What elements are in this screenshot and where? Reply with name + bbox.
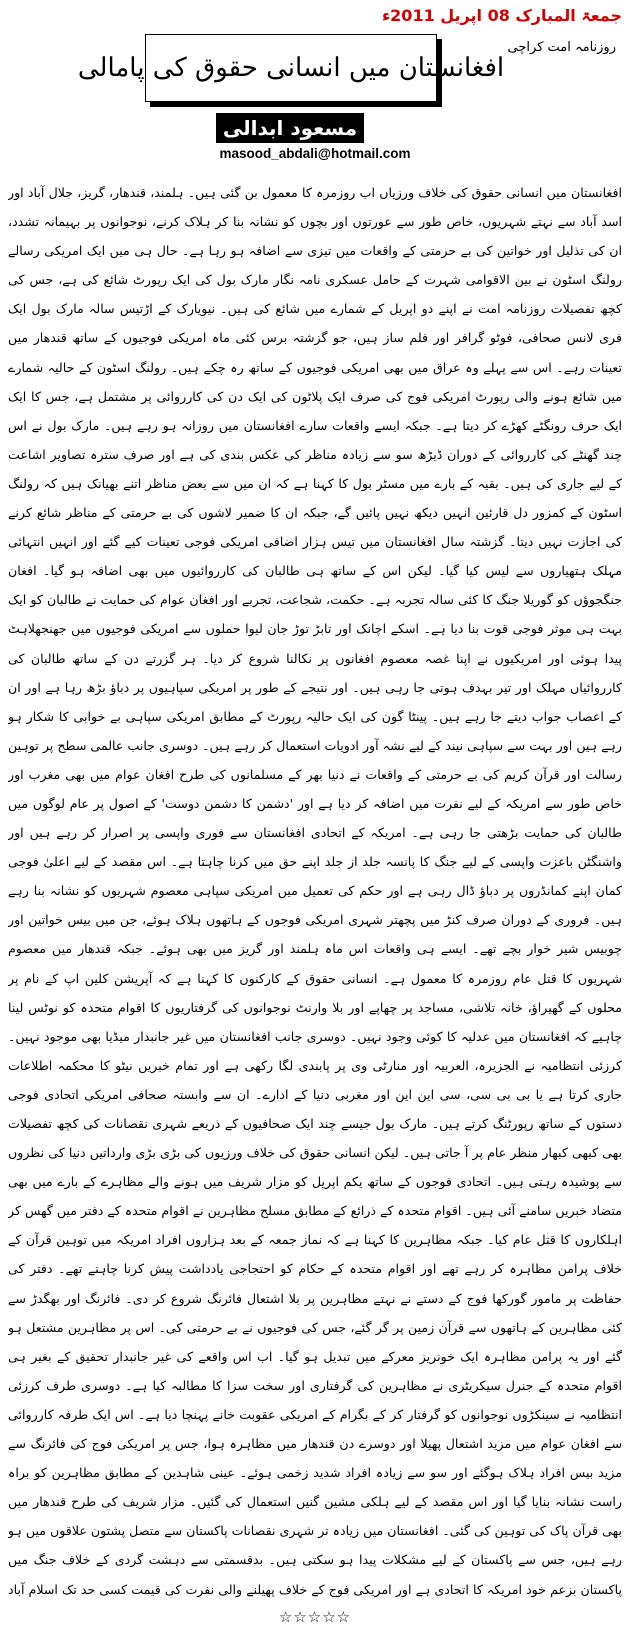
article-body-text: افغانستان میں انسانی حقوق کی خلاف ورزیاں اب روزمرہ کا معمول بن گئی ہیں۔ ہلمند، قندھار، گریز، جلال آباد اور اسد آباد سے نہتے شہریوں، خاص طور سے عورتوں اور بچوں کو نشانہ بنا کر ہلاک کرنے، نوجوانوں پر بہیمانہ تشدد، ان کی تذلیل اور خواتین کی بے حرمتی کے واقعات میں تیزی سے اضافہ ہو رہا ہے۔ حال ہی میں ایک امریکی رسالے رولنگ اسٹون نے بین الاقوامی شہرت کے حامل عسکری نامہ نگار مارک بول کی ایک رپورٹ شائع کی ہے، جس کی کچھ تفصیلات روزنامہ امت نے اپنے دو اپریل کے شمارے میں شائع کی ہیں۔ نیویارک کے اڑتیس سالہ مارک بول ایک فری لانس صحافی، فوٹو گرافر اور فلم ساز ہیں، جو گزشتہ برس کئی ماہ امریکی فوجیوں کے ساتھ قندھار میں تعینات رہے۔ اس سے پہلے وہ عراق میں بھی امریکی فوجیوں کے ساتھ رہ چکے ہیں۔ رولنگ اسٹون کے حالیہ شمارے میں شائع ہونے والی رپورٹ امریکی فوج کی صرف ایک پلاٹون کی ایک دن کی کارروائی پر مشتمل ہے، جس کا ایک ایک حرف رونگٹے کھڑے کر دیتا ہے۔ جبکہ ایسے واقعات سارے افغانستان میں روزانہ ہو رہے ہیں۔ مارک بول نے اس چند گھنٹے کی کارروائی کے دوران ڈیڑھ سو سے زیادہ مناظر کی عکس بندی کی ہے اور صرف سترہ تصاویر اشاعت کے لیے جاری کی ہیں۔ بقیہ کے بارے میں مسٹر بول کا کہنا ہے کہ ان میں سے بعض مناظر اتنے بھیانک ہیں کہ رولنگ اسٹون کے کمزور دل قارئین انہیں دیکھ نہیں پائیں گے، جبکہ ان کا ضمیر لاشوں کی بے حرمتی کے مناظر شائع کرنے کی اجازت نہیں دیتا۔ گزشتہ سال افغانستان میں تیس ہزار اضافی امریکی فوجی تعینات کیے گئے اور انہیں انتہائی مہلک ہتھیاروں سے لیس کیا گیا۔ لیکن اس کے ساتھ ہی طالبان کی کارروائیوں میں بھی اضافہ ہو گیا۔ افغان جنگجوؤں کو گوریلا جنگ کا کئی سالہ تجربہ ہے۔ حکمت، شجاعت، تجربے اور افغان عوام کی حمایت نے طالبان کو ایک بہت ہی موثر فوجی قوت بنا دیا ہے۔ اسکے اچانک اور تابڑ توڑ جان لیوا حملوں سے امریکی فوجیوں میں جھنجھلاہٹ پیدا ہوئی اور امریکیوں نے اپنا غصہ معصوم افغانوں پر نکالنا شروع کر دیا۔ ہر گزرتے دن کے ساتھ طالبان کی کارروائیاں مہلک اور تیر بہدف ہوتی جا رہی ہیں۔ اور نتیجے کے طور پر امریکی سپاہیوں پر دباؤ بڑھ رہا ہے اور ان کے اعصاب جواب دیتے جا رہے ہیں۔ پینٹا گون کی ایک حالیہ رپورٹ کے مطابق امریکی سپاہی بے خوابی کا شکار ہو رہے ہیں اور بہت سے سپاہی نیند کے لیے نشہ آور ادویات استعمال کر رہے ہیں۔ دوسری جانب عالمی سطح پر توہین رسالت اور قرآن کریم کی بے حرمتی کے واقعات نے دنیا بھر کے مسلمانوں کی طرح افغان عوام میں بھی مغرب اور خاص طور سے امریکہ کے لیے نفرت میں اضافہ کر دیا ہے اور 'دشمن کا دشمن دوست' کے اصول پر عام لوگوں میں طالبان کی حمایت بڑھتی جا رہی ہے۔ امریکہ کے اتحادی افغانستان سے فوری واپسی پر اصرار کر رہے ہیں اور واشنگٹن باعزت واپسی کے لیے جنگ کا پانسہ جلد از جلد اپنے حق میں کرنا چاہتا ہے۔ اس مقصد کے لیے اعلیٰ فوجی کمان اپنے کمانڈروں پر دباؤ ڈال رہی ہے اور حکم کی تعمیل میں امریکی سپاہی معصوم شہریوں کو نشانہ بنا رہے ہیں۔ فروری کے دوران صرف کنڑ میں پچھتر شہری امریکی فوجوں کے ہاتھوں ہلاک ہوئے، جن میں بیس خواتین اور چوبیس شیر خوار بچے تھے۔ ایسے ہی واقعات اس ماہ ہلمند اور گریز میں بھی ہوئے۔ جبکہ قندھار میں معصوم شہریوں کا قتل عام روزمرہ کا معمول ہے۔ انسانی حقوق کے کارکنوں کا کہنا ہے کہ آپریشن کلین اپ کے نام پر محلوں کے گھیراؤ، خانہ تلاشی، مساجد پر چھاپے اور بلا وارنٹ نوجوانوں کی گرفتاریوں کا اقوام متحدہ کو نوٹس لینا چاہیے کہ افغانستان میں عدلیہ کا کوئی وجود نہیں۔ دوسری جانب افغانستان میں غیر جانبدار میڈیا بھی موجود نہیں۔ کرزئی انتظامیہ نے الجزیرہ، العربیہ اور منارٹی وی پر پابندی لگا رکھی ہے اور تمام خبریں نیٹو کا محکمہ اطلاعات جاری کرتا ہے یا بی بی سی، سی این این اور مغربی دنیا کے ادارے۔ ان سے وابستہ صحافی امریکی اتحادی فوجی دستوں کے ساتھ رپورٹنگ کرتے ہیں۔ مارک بول جیسے چند ایک صحافیوں کے ذریعے شہری نقصانات کی کچھ تفصیلات بھی کبھی کبھار منظر عام پر آ جاتی ہیں۔ لیکن انسانی حقوق کی خلاف ورزیوں کی بڑی بڑی وارداتیں دنیا کی نظروں سے پوشیدہ رہتی ہیں۔ اتحادی فوجوں کے ساتھ یکم اپریل کو مزار شریف میں ہونے والے مظاہرے کے بارے میں بھی متضاد خبریں سامنے آئی ہیں۔ اقوام متحدہ کے ذرائع کے مطابق مسلح مظاہرین نے اقوام متحدہ کے دفتر میں گھس کر اہلکاروں کا قتل عام کیا۔ جبکہ مظاہرین کا کہنا ہے کہ نماز جمعہ کے بعد ہزاروں افراد امریکہ میں توہین قرآن کے خلاف پرامن مظاہرہ کر رہے تھے اور اقوام متحدہ کے حکام کو احتجاجی یادداشت پیش کرنا چاہتے تھے۔ دفتر کی حفاظت پر مامور گورکھا فوج کے دستے نے نہتے مظاہرین پر بلا اشتعال فائرنگ شروع کر دی۔ فائرنگ اور بھگدڑ سے کئی مظاہرین کے ہاتھوں سے قرآن زمین پر گر گئے، جس کی فوجیوں نے بے حرمتی کی۔ اس پر مظاہرین مشتعل ہو گئے اور یہ پرامن مظاہرہ ایک خونریز معرکے میں تبدیل ہو گیا۔ اب اس واقعے کی غیر جانبدار تحقیق کے بغیر ہی اقوام متحدہ کے جنرل سیکریٹری نے مظاہرین کی گرفتاری اور سخت سزا کا مطالبہ کیا ہے۔ دوسری طرف کرزئی انتظامیہ نے سینکڑوں نوجوانوں کو گرفتار کر کے بگرام کے امریکی عقوبت خانے پہنچا دیا ہے۔ اس ایک طرفہ کارروائی سے افغان عوام میں مزید اشتعال پھیلا اور دوسرے دن قندھار میں مظاہرہ ہوا، جس پر امریکی فوج کی فائرنگ سے مزید بیس افراد ہلاک ہوگئے اور سو سے زیادہ افراد شدید زخمی ہوئے۔ عینی شاہدین کے مطابق مظاہرین کو براہ راست نشانہ بنایا گیا اور اس مقصد کے لیے ہلکی مشین گنیں استعمال کی گئیں۔ مزار شریف کی طرح قندھار میں بھی قرآن پاک کی توہین کی گئی۔ افغانستان میں زیادہ تر شہری نقصانات پاکستان سے متصل پشتون علاقوں میں ہو رہے ہیں، جس سے پاکستان کے لیے مشکلات پیدا ہو سکتی ہیں۔ بدقسمتی سے دہشت گردی کے خلاف جنگ میں پاکستان بزعم خود امریکہ کا اتحادی ہے اور امریکی فوج کے خلاف پھیلنے والی نفرت کی قیمت کسی حد تک اسلام آباد bbox=[8, 185, 622, 1597]
author-name: مسعود ابدالی bbox=[222, 116, 358, 140]
author-email: masood_abdali@hotmail.com bbox=[219, 146, 411, 161]
publication-name: روزنامہ امت کراچی bbox=[507, 40, 616, 55]
article-body bbox=[8, 178, 622, 1598]
publication-date: جمعۃ المبارک 08 اپریل 2011ء bbox=[381, 6, 622, 25]
article-title: افغانستان میں انسانی حقوق کی پامالی bbox=[77, 53, 505, 83]
footer-stars: ☆☆☆☆☆ bbox=[278, 1608, 352, 1626]
author-name-banner bbox=[216, 113, 364, 143]
article-title-box bbox=[77, 34, 505, 102]
